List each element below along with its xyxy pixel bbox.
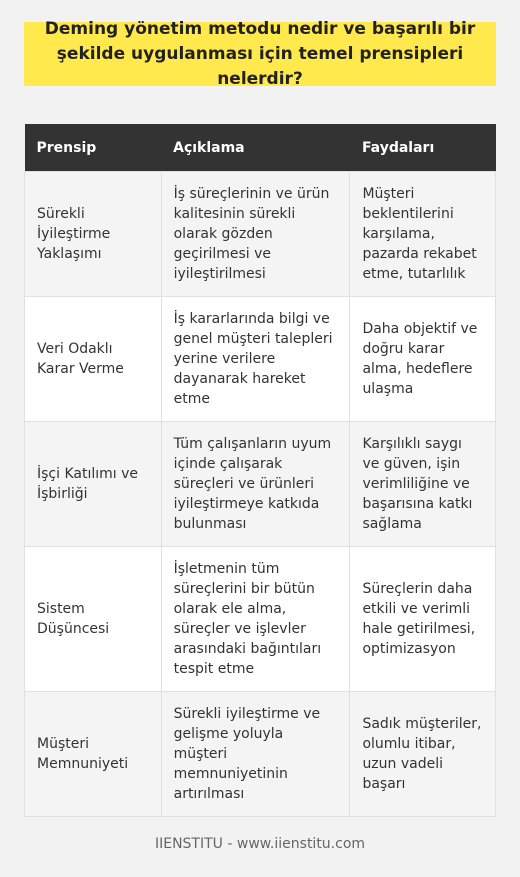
table-row [25,692,496,817]
cell-aciklama: Tüm çalışanların uyum içinde çalışarak süreçleri ve ürünleri iyileştirmeye katkıda bulunması [161,422,350,547]
cell-prensip: Sistem Düşüncesi [25,547,162,692]
cell-prensip: Veri Odaklı Karar Verme [25,297,162,422]
cell-aciklama: İş süreçlerinin ve ürün kalitesinin sürekli olarak gözden geçirilmesi ve iyileştirilmesi [161,172,350,297]
table-row [25,547,496,692]
table-header-row [25,124,496,172]
cell-prensip: Müşteri Memnuniyeti [25,692,162,817]
cell-aciklama: İş kararlarında bilgi ve genel müşteri talepleri yerine verilere dayanarak hareket etme [161,297,350,422]
cell-aciklama: İşletmenin tüm süreçlerini bir bütün olarak ele alma, süreçler ve işlevler arasındaki bağıntıları tespit etme [161,547,350,692]
cell-faydalari: Müşteri beklentilerini karşılama, pazarda rekabet etme, tutarlılık [350,172,496,297]
cell-faydalari: Süreçlerin daha etkili ve verimli hale getirilmesi, optimizasyon [350,547,496,692]
cell-aciklama: Sürekli iyileştirme ve gelişme yoluyla müşteri memnuniyetinin artırılması [161,692,350,817]
header-prensip: Prensip [25,124,162,172]
principles-table [24,124,496,817]
page-title [24,18,496,89]
table-row [25,297,496,422]
table-row [25,422,496,547]
header-faydalari: Faydaları [350,124,496,172]
header-aciklama: Açıklama [161,124,350,172]
footer-credit: IIENSTITU - www.iienstitu.com [154,836,366,852]
cell-faydalari: Sadık müşteriler, olumlu itibar, uzun vadeli başarı [350,692,496,817]
cell-prensip: İşçi Katılımı ve İşbirliği [25,422,162,547]
table-row [25,172,496,297]
cell-prensip: Sürekli İyileştirme Yaklaşımı [25,172,162,297]
cell-faydalari: Karşılıklı saygı ve güven, işin verimliliğine ve başarısına katkı sağlama [350,422,496,547]
page-title-text: Deming yönetim metodu nedir ve başarılı bir şekilde uygulanması için temel prensipleri nelerdir? [44,18,476,89]
cell-faydalari: Daha objektif ve doğru karar alma, hedeflere ulaşma [350,297,496,422]
